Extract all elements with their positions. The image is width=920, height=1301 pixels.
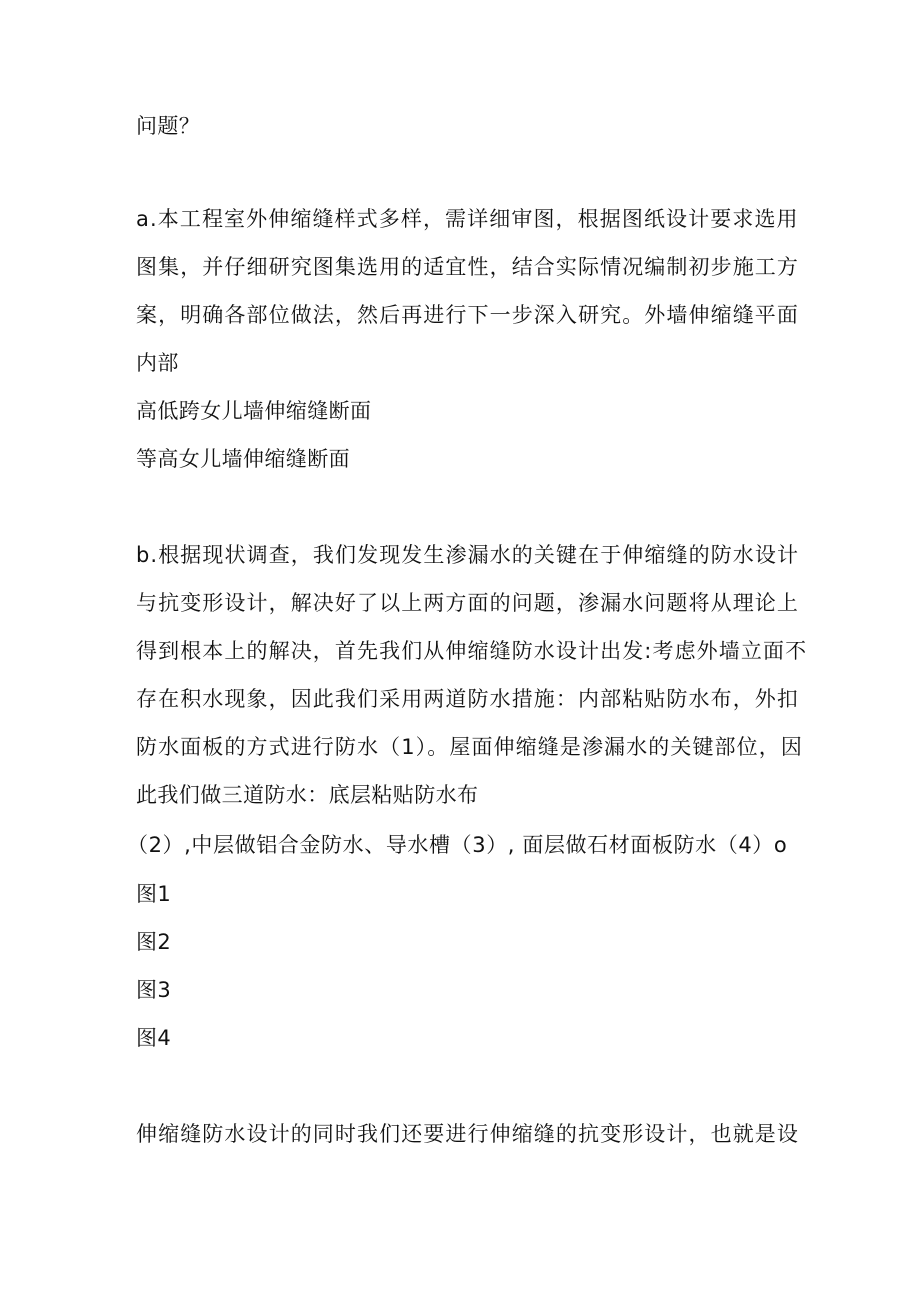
text-line-12: 防水面板的方式进行防水（1）。屋面伸缩缝是渗漏水的关键部位，因 — [136, 735, 803, 759]
text-line-8: b.根据现状调查，我们发现发生渗漏水的关键在于伸缩缝的防水设计 — [136, 543, 800, 567]
text-line-4: 案，明确各部位做法，然后再进行下一步深入研究。外墙伸缩缝平面 — [136, 303, 799, 327]
text-line-10: 得到根本上的解决，首先我们从伸缩缝防水设计出发:考虑外墙立面不 — [136, 639, 808, 663]
text-line-9: 与抗变形设计，解决好了以上两方面的问题，渗漏水问题将从理论上 — [136, 591, 799, 615]
text-line-14: （2）,中层做铝合金防水、导水槽（3）, 面层做石材面板防水（4）o — [127, 833, 788, 857]
text-line-3: 图集，并仔细研究图集选用的适宜性，结合实际情况编制初步施工方 — [136, 255, 799, 279]
text-line-2: a.本工程室外伸缩缝样式多样，需详细审图，根据图纸设计要求选用 — [136, 207, 799, 231]
text-line-7: 等高女儿墙伸缩缝断面 — [136, 447, 350, 471]
text-line-11: 存在积水现象，因此我们采用两道防水措施：内部粘贴防水布，外扣 — [136, 687, 799, 711]
text-line-19: 伸缩缝防水设计的同时我们还要进行伸缩缝的抗变形设计，也就是设 — [136, 1122, 799, 1146]
text-line-13: 此我们做三道防水：底层粘贴防水布 — [136, 783, 479, 807]
text-line-1: 问题？ — [136, 114, 201, 138]
text-line-6: 高低跨女儿墙伸缩缝断面 — [136, 399, 372, 423]
text-line-5: 内部 — [136, 351, 179, 375]
figure-label-4: 图4 — [136, 1026, 172, 1050]
figure-label-3: 图3 — [136, 978, 172, 1002]
figure-label-2: 图2 — [136, 930, 172, 954]
figure-label-1: 图1 — [136, 882, 172, 906]
